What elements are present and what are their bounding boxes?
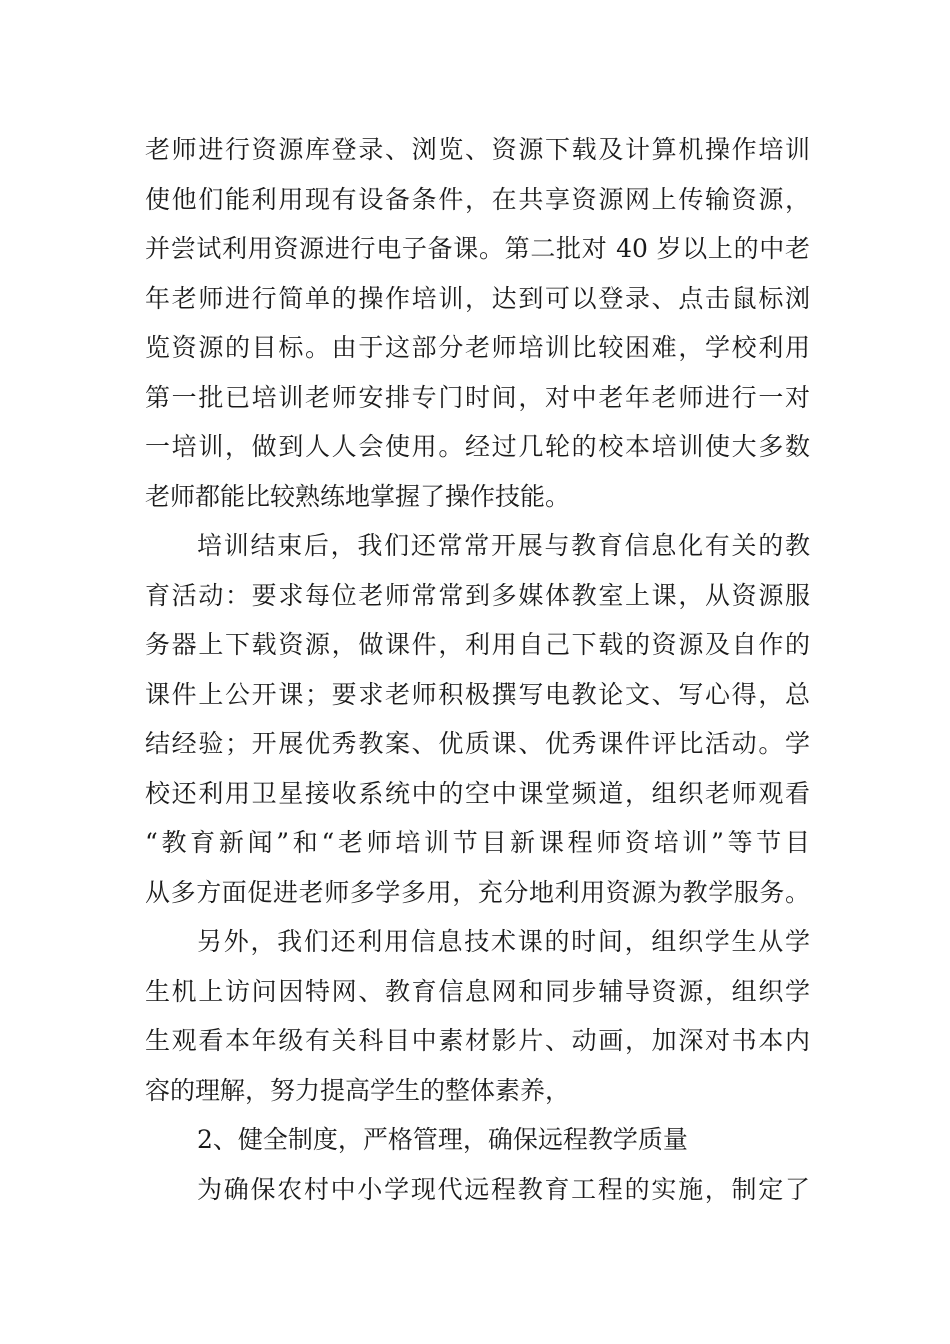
text-line: “教育新闻”和“老师培训节目新课程师资培训”等节目 — [145, 828, 810, 857]
text-line: 育活动：要求每位老师常常到多媒体教室上课，从资源服 — [145, 581, 810, 610]
text-line: 容的理解，努力提高学生的整体素养， — [145, 1076, 571, 1105]
text-line: 一培训，做到人人会使用。经过几轮的校本培训使大多数 — [145, 432, 810, 461]
text-line: 校还利用卫星接收系统中的空中课堂频道，组织老师观看 — [145, 779, 810, 808]
text-line: 老师进行资源库登录、浏览、资源下载及计算机操作培训 — [145, 135, 810, 164]
text-line: 课件上公开课；要求老师积极撰写电教论文、写心得，总 — [145, 680, 810, 709]
text-line: 从多方面促进老师多学多用，充分地利用资源为教学服务。 — [145, 878, 810, 907]
text-line: 览资源的目标。由于这部分老师培训比较困难，学校利用 — [145, 333, 810, 362]
text-line: 生观看本年级有关科目中素材影片、动画，加深对书本内 — [145, 1026, 810, 1055]
paragraph-first-line: 培训结束后，我们还常常开展与教育信息化有关的教 — [197, 531, 810, 560]
text-line: 并尝试利用资源进行电子备课。第二批对 40 岁以上的中老 — [145, 234, 810, 263]
paragraph-first-line: 另外，我们还利用信息技术课的时间，组织学生从学 — [197, 927, 810, 956]
text-line: 务器上下载资源，做课件，利用自己下载的资源及自作的 — [145, 630, 810, 659]
text-line: 老师都能比较熟练地掌握了操作技能。 — [145, 482, 571, 511]
section-heading: 2、健全制度，严格管理，确保远程教学质量 — [197, 1125, 688, 1154]
text-line: 使他们能利用现有设备条件，在共享资源网上传输资源， — [145, 185, 810, 214]
text-line: 结经验；开展优秀教案、优质课、优秀课件评比活动。学 — [145, 729, 810, 758]
text-line: 生机上访问因特网、教育信息网和同步辅导资源，组织学 — [145, 977, 810, 1006]
text-line: 第一批已培训老师安排专门时间，对中老年老师进行一对 — [145, 383, 810, 412]
text-line: 年老师进行简单的操作培训，达到可以登录、点击鼠标浏 — [145, 284, 810, 313]
paragraph-first-line: 为确保农村中小学现代远程教育工程的实施，制定了 — [197, 1175, 810, 1204]
